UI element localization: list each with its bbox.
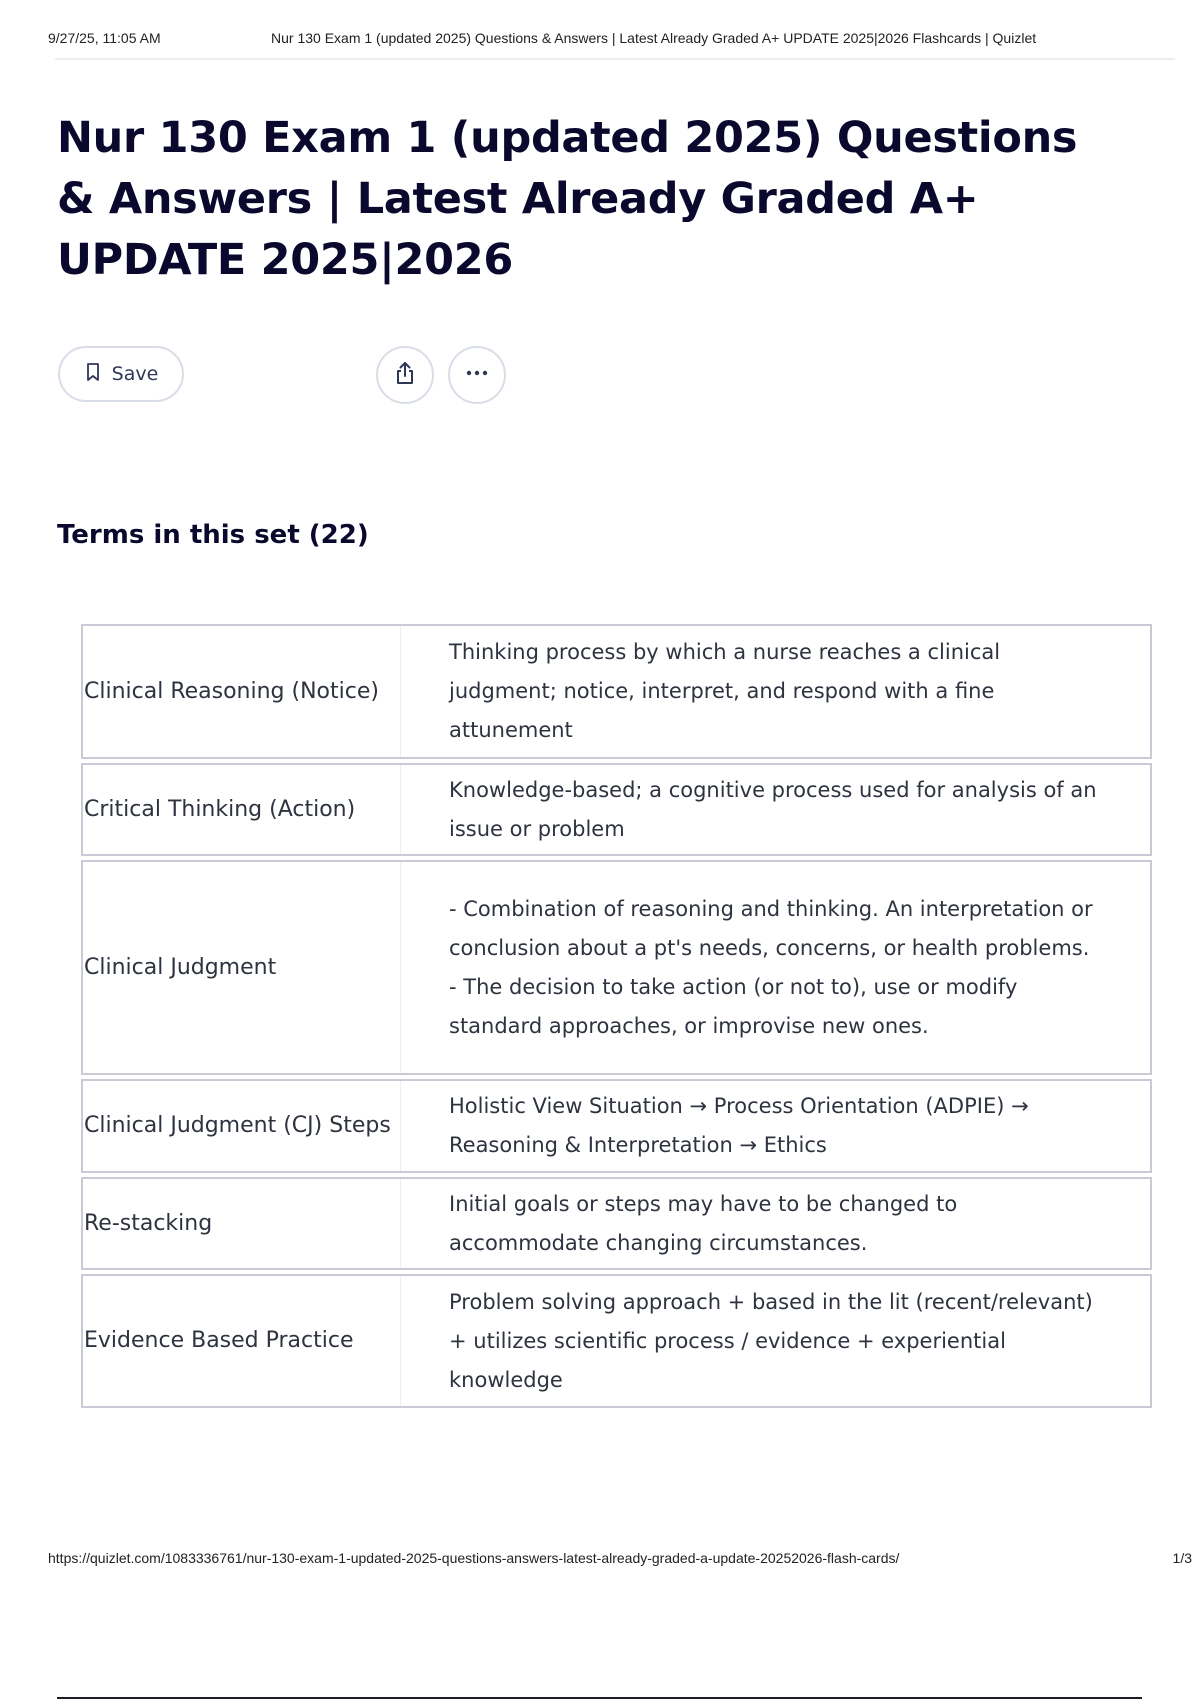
terms-table — [81, 624, 1152, 1412]
more-options-button[interactable] — [448, 346, 506, 404]
definition-cell — [401, 1179, 1150, 1268]
term-text: Critical Thinking (Action) — [83, 765, 401, 854]
save-button-label: Save — [111, 363, 159, 385]
term-text: Clinical Judgment (CJ) Steps — [83, 1081, 401, 1171]
term-text: Clinical Judgment — [83, 862, 401, 1073]
term-row — [81, 1177, 1152, 1270]
definition-cell — [401, 1081, 1150, 1171]
print-url: https://quizlet.com/1083336761/nur-130-exam-1-updated-2025-questions-answers-latest-already-graded-a-update-20252026-flash-cards/ — [48, 1550, 900, 1566]
print-header — [48, 30, 1160, 52]
definition-text: - The decision to take action (or not to), use or modify standard approaches, or improvise new ones. — [449, 974, 1018, 1038]
term-text: Clinical Reasoning (Notice) — [83, 626, 401, 757]
term-row — [81, 624, 1152, 759]
definition-text: Holistic View Situation → Process Orientation (ADPIE) → Reasoning & Interpretation → Ethics — [449, 1094, 1029, 1157]
definition-text: Problem solving approach + based in the lit (recent/relevant) + utilizes scientific process / evidence + experiential knowledge — [449, 1289, 1093, 1392]
definition-text: Thinking process by which a nurse reaches a clinical judgment; notice, interpret, and respond with a fine attunement — [449, 640, 1001, 742]
definition-text: - Combination of reasoning and thinking. An interpretation or conclusion about a pt's needs, concerns, or health problems. — [449, 896, 1093, 960]
term-row — [81, 763, 1152, 856]
save-button[interactable] — [58, 346, 184, 402]
page-indicator: 1/3 — [1172, 1550, 1192, 1566]
print-footer — [48, 1550, 1192, 1570]
definition-cell — [401, 1276, 1150, 1406]
bookmark-icon — [84, 362, 102, 387]
definition-cell — [401, 862, 1150, 1073]
print-doc-title: Nur 130 Exam 1 (updated 2025) Questions & Answers | Latest Already Graded A+ UPDATE 2025|2026 Flashcards | Quizlet — [271, 30, 1037, 46]
term-text: Re-stacking — [83, 1179, 401, 1268]
definition-cell — [401, 626, 1150, 757]
bottom-divider — [57, 1697, 1142, 1699]
more-options-icon — [464, 360, 490, 391]
definition-cell — [401, 765, 1150, 854]
page-title: Nur 130 Exam 1 (updated 2025) Questions & Answers | Latest Already Graded A+ UPDATE 2025|2026 — [57, 113, 1078, 285]
term-row — [81, 860, 1152, 1075]
term-row — [81, 1079, 1152, 1173]
terms-heading: Terms in this set (22) — [57, 520, 369, 550]
print-datetime: 9/27/25, 11:05 AM — [48, 30, 161, 46]
share-icon — [392, 360, 418, 391]
definition-text: Initial goals or steps may have to be changed to accommodate changing circumstances. — [449, 1191, 958, 1255]
definition-text: Knowledge-based; a cognitive process used for analysis of an issue or problem — [449, 777, 1097, 841]
term-row — [81, 1274, 1152, 1408]
action-bar — [58, 346, 518, 406]
header-divider — [55, 58, 1175, 60]
term-text: Evidence Based Practice — [83, 1276, 401, 1406]
share-button[interactable] — [376, 346, 434, 404]
